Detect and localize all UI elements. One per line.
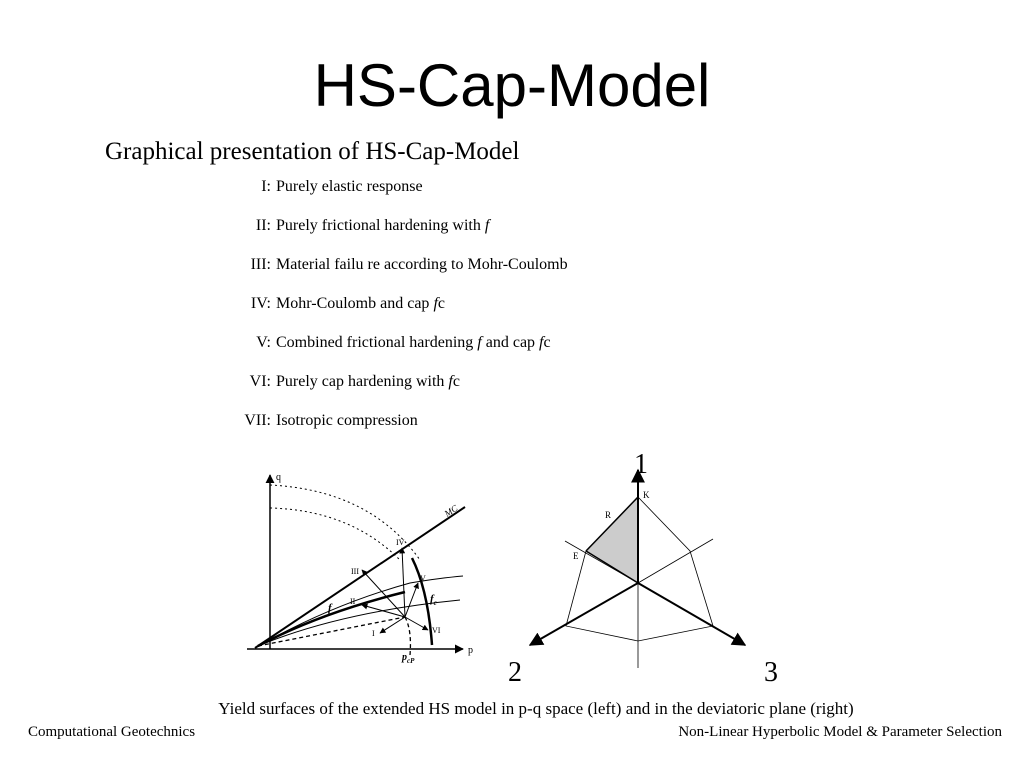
axis-label-1: 1 [634, 449, 648, 480]
region-label-i: I [372, 629, 375, 638]
legend-tail: and cap [481, 334, 540, 351]
legend-symbol: f [448, 373, 453, 390]
slide-title: HS-Cap-Model [313, 52, 711, 119]
slide-subtitle: Graphical presentation of HS-Cap-Model [105, 138, 520, 165]
point-label-k: K [643, 490, 650, 500]
footer-course: Computational Geotechnics [28, 724, 196, 740]
region-label-vi: VI [432, 626, 441, 635]
legend-text: Material failu re according to Mohr-Coulomb [276, 256, 568, 273]
q-axis-label: q [276, 472, 281, 483]
legend-num: VI: [249, 373, 271, 390]
legend-text: Purely frictional hardening with [276, 217, 485, 234]
legend-text: Purely elastic response [276, 178, 423, 195]
axis-2 [530, 583, 638, 645]
pcp-subscript: cP [407, 657, 415, 665]
axis-3 [638, 583, 745, 645]
legend-num: VII: [244, 412, 271, 429]
region-label-iii: III [351, 567, 359, 576]
legend-symbol: f [539, 334, 544, 351]
fc-subscript: c [433, 599, 437, 607]
yield-hexagon [566, 497, 713, 641]
legend-text: Combined frictional hardening [276, 334, 478, 351]
mc-label: MC [442, 502, 460, 519]
shaded-sector [586, 497, 638, 583]
legend-num: III: [250, 256, 271, 273]
legend-tail: c [543, 334, 551, 351]
legend-text: Isotropic compression [276, 412, 418, 429]
region-label-iv: IV [396, 538, 405, 547]
legend-symbol: f [433, 295, 438, 312]
region-label-v: V [420, 574, 426, 583]
legend-num: V: [256, 334, 271, 351]
region-label-ii: II [350, 597, 356, 606]
legend-num: II: [255, 217, 271, 234]
legend-num: IV: [250, 295, 271, 312]
fc-symbol: f [430, 593, 434, 605]
p-axis-label: p [468, 645, 473, 656]
legend-tail: c [452, 373, 460, 390]
f-label: f [328, 602, 332, 614]
legend-num: I: [261, 178, 271, 195]
legend-text: Purely cap hardening with [276, 373, 449, 390]
axis-label-3: 3 [764, 657, 778, 688]
axis-label-2: 2 [508, 657, 522, 688]
axis-3-ext [638, 539, 713, 583]
legend-tail: c [437, 295, 445, 312]
point-label-r: R [605, 510, 612, 520]
figure-caption: Yield surfaces of the extended HS model in p-q space (left) and in the deviatoric plane (right) [218, 699, 854, 718]
legend-symbol: f [477, 334, 482, 351]
legend-text: Mohr-Coulomb and cap [276, 295, 434, 312]
legend-symbol: f [484, 217, 490, 234]
point-label-e: E [573, 551, 579, 561]
pcp-symbol: p [402, 652, 407, 663]
footer-topic: Non-Linear Hyperbolic Model & Parameter Selection [678, 724, 1002, 740]
